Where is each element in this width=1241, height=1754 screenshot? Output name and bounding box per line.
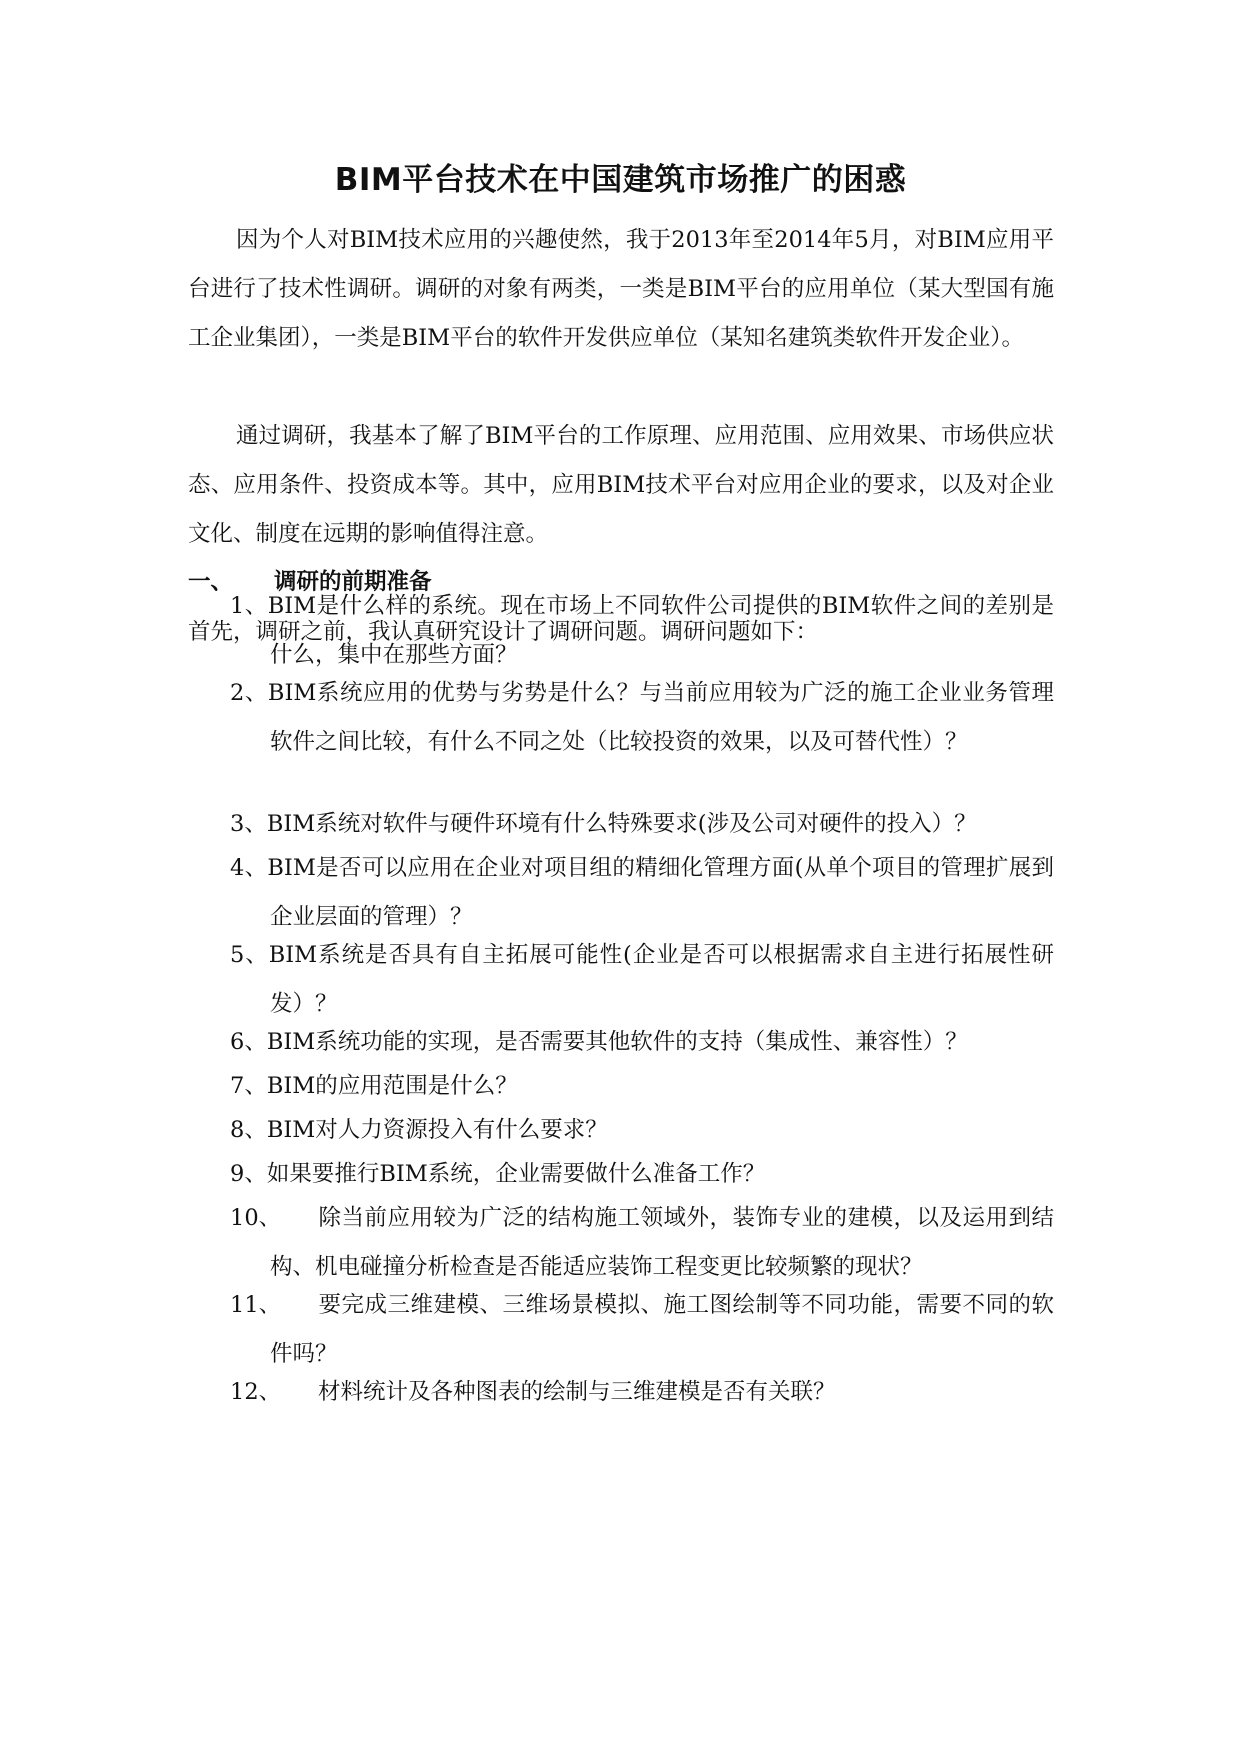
question-text: 要完成三维建模、三维场景模拟、施工图绘制等不同功能，需要不同的软件吗？ [270,1292,1054,1367]
paragraph-2: 通过调研，我基本了解了BIM平台的工作原理、应用范围、应用效果、市场供应状态、应用条件、投资成本等。其中，应用BIM技术平台对应用企业的要求，以及对企业文化、制度在远期的影响值得注意。 [188,423,1054,547]
question-number: 12、 [230,1379,282,1405]
questions-intro: 首先，调研之前，我认真研究设计了调研问题。调研问题如下： [188,619,819,645]
question-number: 2、 [230,680,268,706]
question-number: 7、 [230,1073,267,1099]
list-item [230,1194,1054,1292]
list-item [230,800,1054,849]
question-number: 11、 [230,1292,282,1318]
question-number: 1、 [230,593,268,619]
question-text: BIM系统对软件与硬件环境有什么特殊要求(涉及公司对硬件的投入）？ [266,811,977,837]
document-title: BIM平台技术在中国建筑市场推广的困惑 [334,162,907,198]
question-number: 6、 [230,1029,267,1055]
question-text: BIM的应用范围是什么？ [266,1073,518,1099]
question-text: BIM系统是否具有自主拓展可能性(企业是否可以根据需求自主进行拓展性研发）？ [268,942,1054,1017]
question-text: 除当前应用较为广泛的结构施工领域外，装饰专业的建模，以及运用到结构、机电碰撞分析检查是否能适应装饰工程变更比较频繁的现状？ [270,1205,1054,1280]
list-item [230,844,1054,942]
question-text: BIM是什么样的系统。现在市场上不同软件公司提供的BIM软件之间的差别是什么，集中在那些方面？ [267,593,1054,668]
list-item [230,1062,1054,1111]
question-text: 如果要推行BIM系统，企业需要做什么准备工作？ [266,1161,766,1187]
paragraph-1: 因为个人对BIM技术应用的兴趣使然，我于2013年至2014年5月，对BIM应用平台进行了技术性调研。调研的对象有两类，一类是BIM平台的应用单位（某大型国有施工企业集团），一类是BIM平台的软件开发供应单位（某知名建筑类软件开发企业）。 [188,227,1054,351]
question-number: 8、 [230,1117,267,1143]
question-number: 10、 [230,1205,282,1231]
list-item [230,1018,1054,1067]
question-number: 9、 [230,1161,267,1187]
question-number: 3、 [230,811,267,837]
question-text: BIM系统功能的实现，是否需要其他软件的支持（集成性、兼容性）？ [266,1029,968,1055]
question-text: BIM对人力资源投入有什么要求？ [266,1117,608,1143]
section-title: 调研的前期准备 [274,569,432,595]
section-number: 一、 [188,569,234,595]
question-text: BIM系统应用的优势与劣势是什么？与当前应用较为广泛的施工企业业务管理软件之间比较，有什么不同之处（比较投资的效果，以及可替代性）？ [267,680,1054,755]
list-item [230,669,1054,767]
list-item [230,931,1054,1029]
question-text: 材料统计及各种图表的绘制与三维建模是否有关联？ [318,1379,836,1405]
list-item [230,1281,1054,1379]
list-item [230,1106,1054,1155]
question-number: 5、 [230,942,269,968]
list-item [230,582,1054,680]
list-item [230,1150,1054,1199]
question-text: BIM是否可以应用在企业对项目组的精细化管理方面(从单个项目的管理扩展到企业层面的管理）？ [267,855,1054,930]
list-item [230,1368,1054,1417]
question-number: 4、 [230,855,268,881]
